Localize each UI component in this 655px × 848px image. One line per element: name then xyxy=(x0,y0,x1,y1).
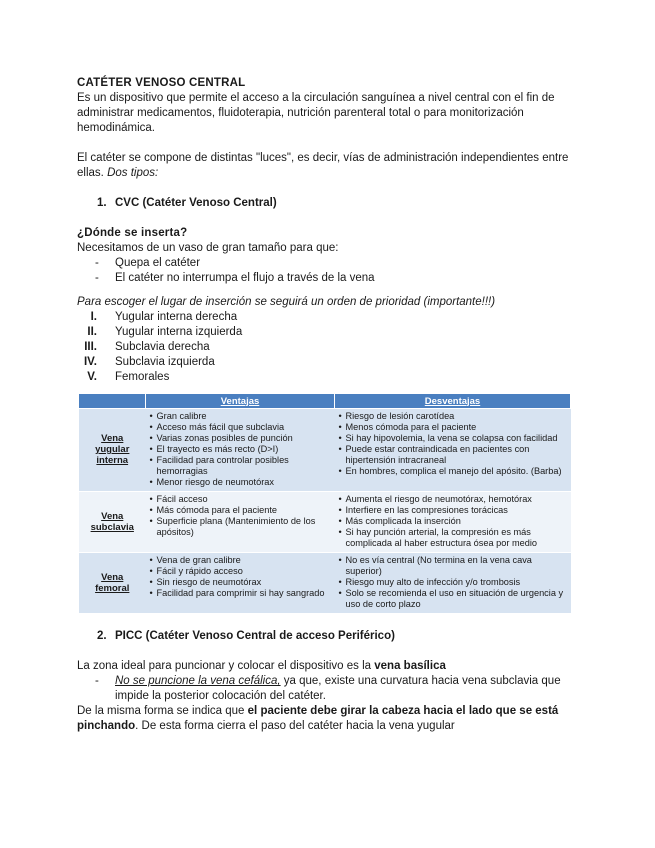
priority-note: Para escoger el lugar de inserción se seguirá un orden de prioridad (importante!!!) xyxy=(77,296,496,308)
list-item: • Riesgo muy alto de infección y/o trombosis xyxy=(339,577,567,588)
forma-text-post: . De esta forma cierra el paso del catéter hacia la vena yugular xyxy=(135,720,455,732)
cefalica-reason: ya que, existe una curvatura hacia vena subclavia que impide la posterior colocación del catéter. xyxy=(115,675,561,702)
list-item: • Facilidad para controlar posibles hemorragias xyxy=(150,455,331,477)
desventajas-cell xyxy=(335,409,571,492)
section-1-number: 1. xyxy=(97,197,107,209)
luces-text: El catéter se compone de distintas "luces", es decir, vías de administración independientes entre ellas. xyxy=(77,152,569,179)
vena-basilica-label: vena basílica xyxy=(374,660,446,672)
list-item: • Más complicada la inserción xyxy=(339,516,567,527)
comparison-table xyxy=(79,394,571,613)
table-header-corner xyxy=(79,394,146,409)
ventajas-cell xyxy=(146,409,335,492)
list-item: • El trayecto es más recto (D>I) xyxy=(150,444,331,455)
list-number: III. xyxy=(84,341,97,353)
list-item xyxy=(77,340,573,355)
list-item: • Acceso más fácil que subclavia xyxy=(150,422,331,433)
donde-question: ¿Dónde se inserta? xyxy=(77,227,188,239)
forma-text-pre: De la misma forma se indica que xyxy=(77,705,248,717)
donde-list xyxy=(77,256,573,286)
picc-forma-paragraph xyxy=(77,704,573,734)
cefalica-warning: No se puncione la vena cefálica, xyxy=(115,675,281,687)
list-item: • Interfiere en las compresiones torácicas xyxy=(339,505,567,516)
table-header-row xyxy=(79,394,571,409)
list-label: Subclavia derecha xyxy=(115,341,210,353)
list-item: • Puede estar contraindicada en pacientes con hipertensión intracraneal xyxy=(339,444,567,466)
ventajas-cell xyxy=(146,492,335,553)
list-item: • Menos cómoda para el paciente xyxy=(339,422,567,433)
list-label: Yugular interna izquierda xyxy=(115,326,243,338)
list-item: • Varias zonas posibles de punción xyxy=(150,433,331,444)
list-item: • Gran calibre xyxy=(150,411,331,422)
list-item: • Menor riesgo de neumotórax xyxy=(150,477,331,488)
list-item: • Más cómoda para el paciente xyxy=(150,505,331,516)
list-item xyxy=(77,674,573,704)
table-row xyxy=(79,553,571,614)
list-number: I. xyxy=(90,311,97,323)
luces-paragraph xyxy=(77,151,573,181)
table-header-ventajas: Ventajas xyxy=(146,394,335,409)
section-1-heading xyxy=(97,196,573,211)
list-item: - Quepa el catéter xyxy=(77,256,573,271)
list-label: Subclavia izquierda xyxy=(115,356,215,368)
list-item: • Si hay hipovolemia, la vena se colapsa con facilidad xyxy=(339,433,567,444)
document-page xyxy=(77,76,573,734)
section-2-title: PICC (Catéter Venoso Central de acceso Periférico) xyxy=(115,630,395,642)
list-item: • No es vía central (No termina en la vena cava superior) xyxy=(339,555,567,577)
list-number: II. xyxy=(87,326,97,338)
dos-tipos-label: Dos tipos: xyxy=(107,167,159,179)
list-item: • Riesgo de lesión carotídea xyxy=(339,411,567,422)
row-header-femoral: Vena femoral xyxy=(79,553,146,614)
list-item: • Solo se recomienda el uso en situación de urgencia y uso de corto plazo xyxy=(339,588,567,610)
picc-zona-text: La zona ideal para puncionar y colocar el dispositivo es la xyxy=(77,660,375,672)
list-item: • Superficie plana (Mantenimiento de los apósitos) xyxy=(150,516,331,538)
section-2-heading xyxy=(97,629,573,644)
list-item: • En hombres, complica el manejo del apósito. (Barba) xyxy=(339,466,567,477)
picc-zona-paragraph xyxy=(77,659,573,674)
list-item: • Vena de gran calibre xyxy=(150,555,331,566)
table-header-desventajas: Desventajas xyxy=(335,394,571,409)
list-item: • Sin riesgo de neumotórax xyxy=(150,577,331,588)
list-item: - El catéter no interrumpa el flujo a través de la vena xyxy=(77,271,573,286)
list-item: • Si hay punción arterial, la compresión es más complicada al haber estructura ósea por medio xyxy=(339,527,567,549)
desventajas-cell xyxy=(335,553,571,614)
list-item xyxy=(77,355,573,370)
list-number: IV. xyxy=(83,356,97,368)
list-label: Femorales xyxy=(115,371,170,383)
list-item: • Facilidad para comprimir si hay sangrado xyxy=(150,588,331,599)
priority-list xyxy=(77,310,573,385)
section-1-title: CVC (Catéter Venoso Central) xyxy=(115,197,277,209)
section-2-number: 2. xyxy=(97,630,107,642)
table-row xyxy=(79,492,571,553)
list-item: • Aumenta el riesgo de neumotórax, hemotórax xyxy=(339,494,567,505)
donde-text: Necesitamos de un vaso de gran tamaño para que: xyxy=(77,242,339,254)
row-header-subclavia: Vena subclavia xyxy=(79,492,146,553)
forma-text-bold: el paciente debe girar la cabeza hacia el lado que se está pinchando xyxy=(77,705,559,732)
desventajas-cell xyxy=(335,492,571,553)
list-label: Yugular interna derecha xyxy=(115,311,238,323)
list-number: V. xyxy=(87,371,97,383)
ventajas-cell xyxy=(146,553,335,614)
table-row xyxy=(79,409,571,492)
list-item xyxy=(77,370,573,385)
picc-list xyxy=(77,674,573,704)
intro-paragraph: Es un dispositivo que permite el acceso a la circulación sanguínea a nivel central con el fin de administrar medicamentos, fluidoterapia, nutrición parenteral total o para monitorización hemodinámica. xyxy=(77,92,555,134)
list-item xyxy=(77,310,573,325)
list-item xyxy=(77,325,573,340)
row-header-yugular: Vena yugular interna xyxy=(79,409,146,492)
list-item: • Fácil acceso xyxy=(150,494,331,505)
list-item: • Fácil y rápido acceso xyxy=(150,566,331,577)
page-title: CATÉTER VENOSO CENTRAL xyxy=(77,77,246,89)
